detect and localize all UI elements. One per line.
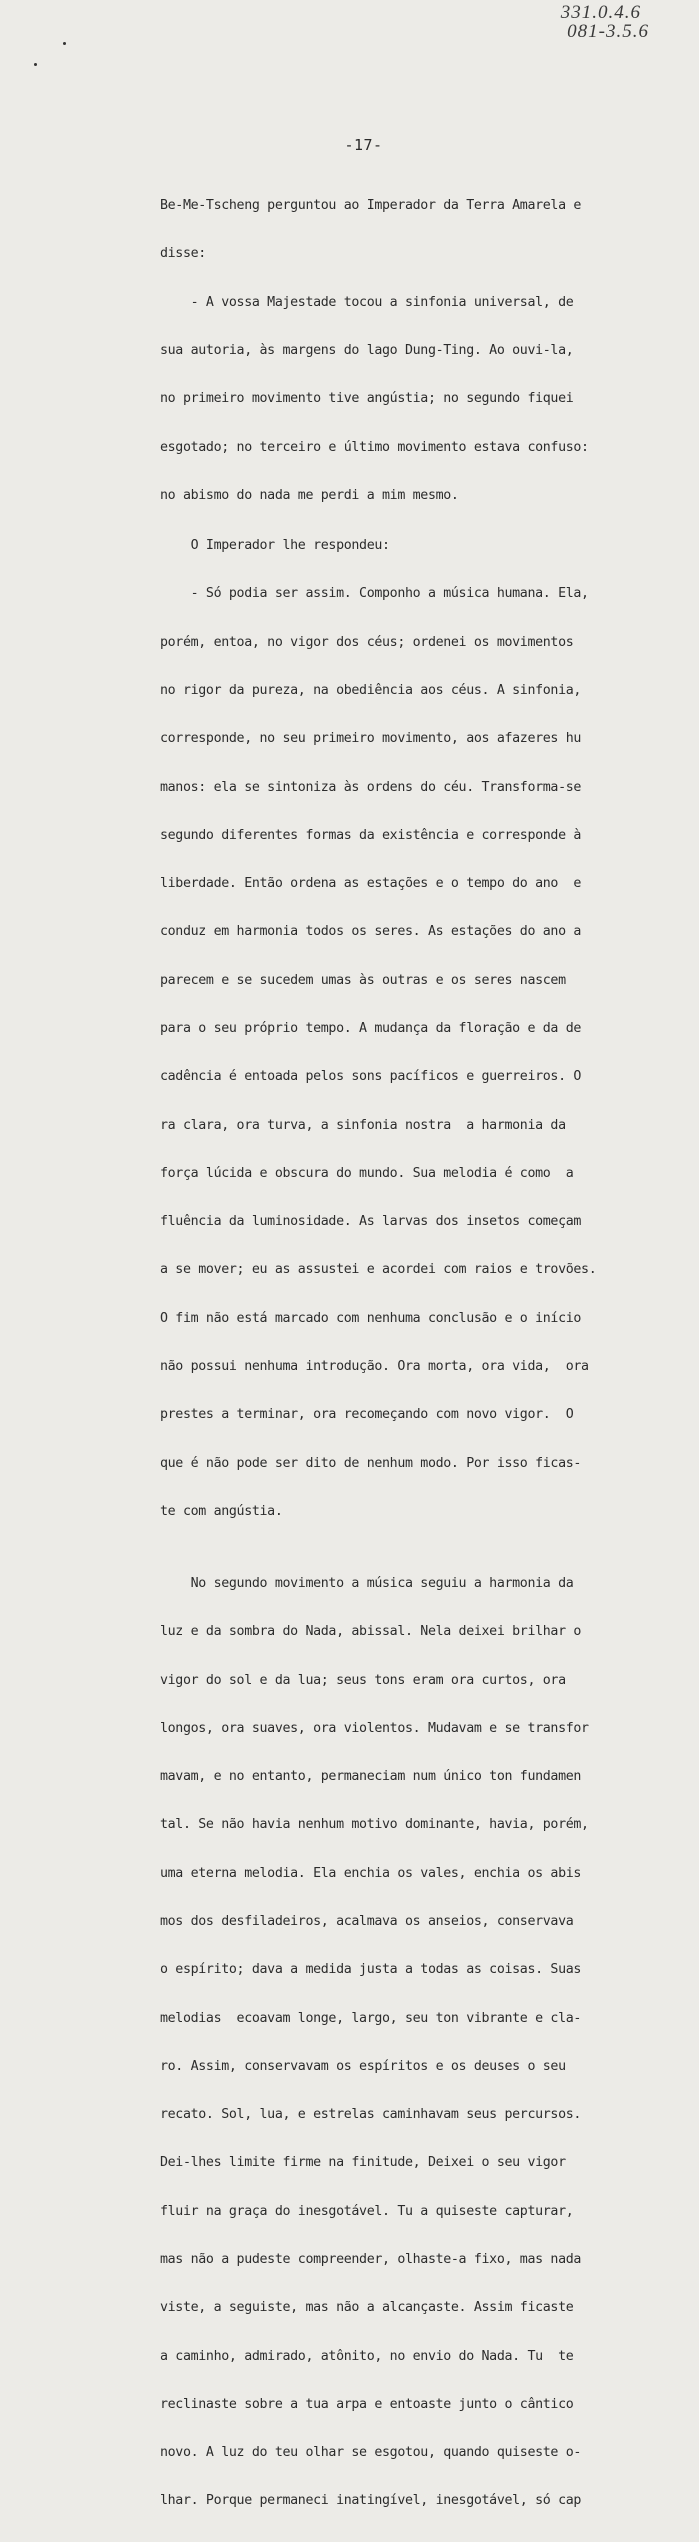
text-line: parecem e se sucedem umas às outras e os seres nascem [160, 972, 566, 988]
text-line: o espírito; dava a medida justa a todas as coisas. Suas [160, 1962, 582, 1978]
text-line: tal. Se não havia nenhum motivo dominante, havia, porém, [160, 1817, 589, 1833]
text-line: segundo diferentes formas da existência e corresponde à [160, 827, 582, 843]
text-line: a se mover; eu as assustei e acordei com raios e trovões. [160, 1262, 597, 1278]
text-line: recato. Sol, lua, e estrelas caminhavam seus percursos. [160, 2107, 582, 2123]
text-line: reclinaste sobre a tua arpa e entoaste junto o cântico [160, 2396, 574, 2412]
text-line: fluência da luminosidade. As larvas dos insetos começam [160, 1214, 582, 1230]
text-line: No segundo movimento a música seguiu a harmonia da [160, 1576, 574, 1592]
text-line: manos: ela se sintoniza às ordens do céu. Transforma-se [160, 779, 582, 795]
text-line: ro. Assim, conservavam os espíritos e os deuses o seu [160, 2058, 566, 2074]
text-line: Dei-lhes limite firme na finitude, Deixei o seu vigor [160, 2155, 566, 2171]
typewritten-text [160, 166, 620, 2542]
text-line: a caminho, admirado, atônito, no envio do Nada. Tu te [160, 2348, 574, 2364]
text-line: mas não a pudeste compreender, olhaste-a fixo, mas nada [160, 2252, 582, 2267]
text-line: no rigor da pureza, na obediência aos céus. A sinfonia, [160, 683, 582, 698]
text-line: fluir na graça do inesgotável. Tu a quiseste capturar, [160, 2203, 574, 2219]
text-line: para o seu próprio tempo. A mudança da floração e da de [160, 1020, 582, 1036]
text-line: esgotado; no terceiro e último movimento estava confuso: [160, 439, 589, 455]
text-line: luz e da sombra do Nada, abissal. Nela deixei brilhar o [160, 1624, 582, 1640]
archive-code-secondary: 081-3.5.6 [567, 21, 649, 42]
ink-speck [34, 63, 37, 66]
text-line: sua autoria, às margens do lago Dung-Ting. Ao ouvi-la, [160, 343, 574, 359]
text-line: que é não pode ser dito de nenhum modo. Por isso ficas- [160, 1455, 582, 1471]
text-line: - Só podia ser assim. Componho a música humana. Ela, [160, 586, 589, 602]
text-line: Be-Me-Tscheng perguntou ao Imperador da Terra Amarela e [160, 198, 582, 214]
text-line: te com angústia. [160, 1503, 283, 1519]
text-line: não possui nenhuma introdução. Ora morta, ora vida, ora [160, 1358, 589, 1374]
text-line: O Imperador lhe respondeu: [160, 538, 390, 554]
archive-code-primary: 331.0.4.6 [560, 2, 641, 23]
text-line: - A vossa Majestade tocou a sinfonia universal, de [160, 294, 574, 310]
text-line: no primeiro movimento tive angústia; no segundo fiquei [160, 391, 574, 407]
text-line: longos, ora suaves, ora violentos. Mudavam e se transfor [160, 1720, 589, 1736]
text-line: no abismo do nada me perdi a mim mesmo. [160, 487, 459, 503]
text-line: ra clara, ora turva, a sinfonia nostra a harmonia da [160, 1117, 566, 1133]
text-line: novo. A luz do teu olhar se esgotou, quando quiseste o- [160, 2445, 582, 2461]
text-line: prestes a terminar, ora recomeçando com novo vigor. O [160, 1407, 574, 1423]
text-line: mavam, e no entanto, permaneciam num único ton fundamen [160, 1769, 582, 1785]
text-line: viste, a seguiste, mas não a alcançaste. Assim ficaste [160, 2300, 574, 2316]
text-line: mos dos desfiladeiros, acalmava os anseios, conservava [160, 1914, 574, 1930]
page-number: -17- [344, 136, 383, 154]
text-line: conduz em harmonia todos os seres. As estações do ano a [160, 924, 582, 940]
text-line: melodias ecoavam longe, largo, seu ton vibrante e cla- [160, 2010, 582, 2026]
ink-speck [63, 42, 66, 45]
text-line: uma eterna melodia. Ela enchia os vales, enchia os abis [160, 1865, 582, 1881]
text-line: O fim não está marcado com nenhuma conclusão e o início [160, 1310, 582, 1326]
text-line: força lúcida e obscura do mundo. Sua melodia é como a [160, 1165, 574, 1181]
text-line: liberdade. Então ordena as estações e o tempo do ano e [160, 876, 582, 892]
text-line: disse: [160, 246, 206, 262]
text-line: corresponde, no seu primeiro movimento, aos afazeres hu [160, 731, 582, 747]
text-line: lhar. Porque permaneci inatingível, inesgotável, só cap [160, 2493, 582, 2509]
text-line: cadência é entoada pelos sons pacíficos e guerreiros. O [160, 1069, 582, 1085]
text-line: porém, entoa, no vigor dos céus; ordenei os movimentos [160, 634, 574, 650]
text-line: vigor do sol e da lua; seus tons eram ora curtos, ora [160, 1672, 566, 1688]
